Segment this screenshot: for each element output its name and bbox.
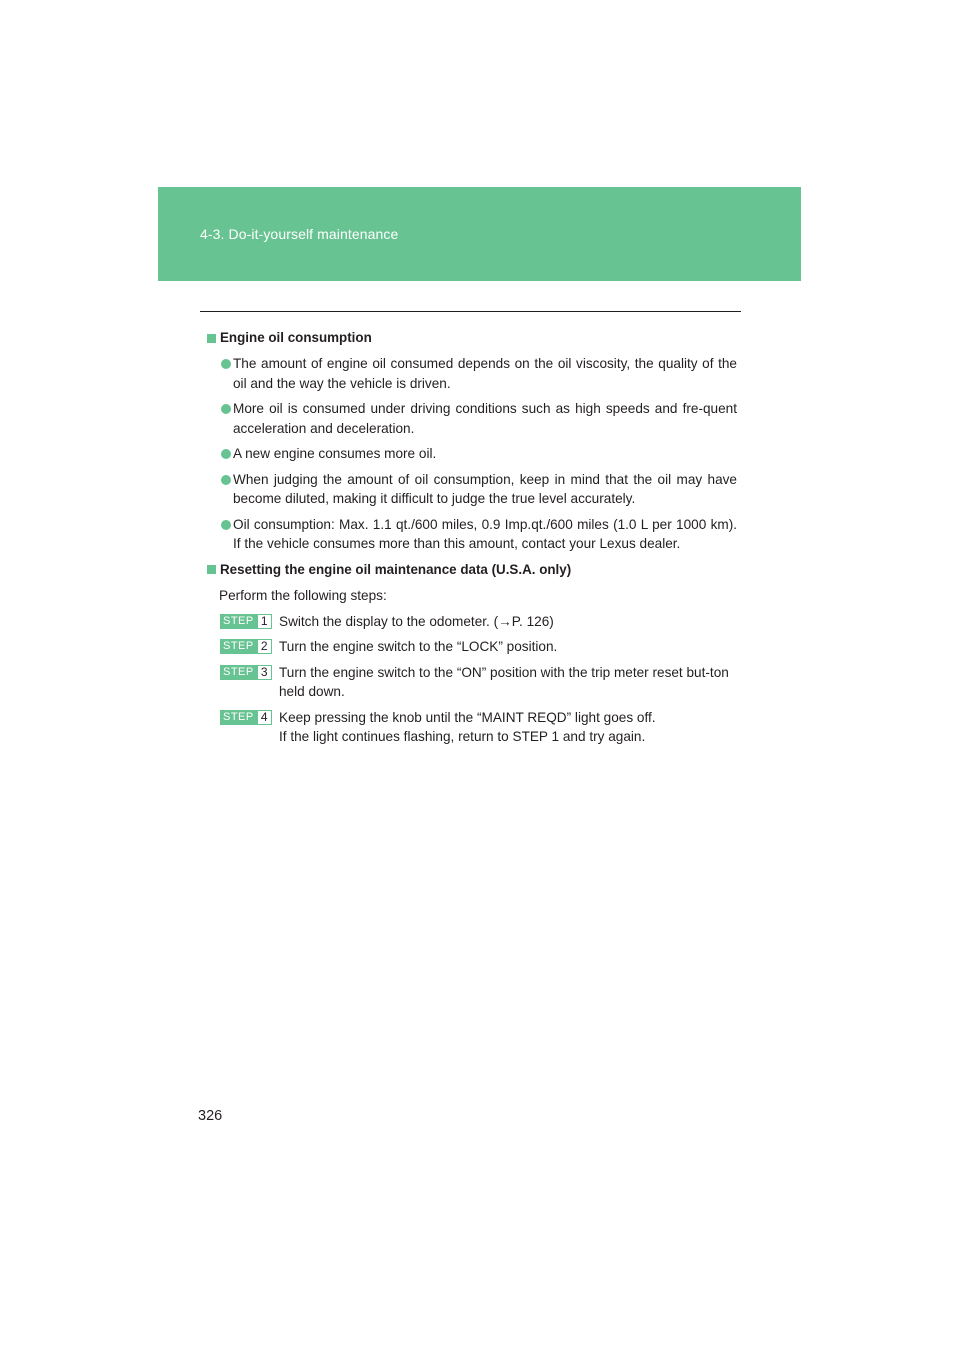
reset-heading: Resetting the engine oil maintenance data (U.S.A. only)	[207, 560, 737, 580]
reset-intro: Perform the following steps:	[219, 587, 387, 603]
circle-bullet-icon	[221, 404, 231, 414]
section-header-band	[158, 187, 801, 281]
list-item: When judging the amount of oil consumption, keep in mind that the oil may have become diluted, making it difficult to judge the true level accurately.	[207, 470, 737, 509]
divider-rule	[200, 311, 741, 312]
step-badge: STEP 2	[220, 639, 272, 654]
list-item: A new engine consumes more oil.	[207, 444, 737, 464]
square-bullet-icon	[207, 334, 216, 343]
page-number: 326	[198, 1108, 223, 1124]
list-item: Oil consumption: Max. 1.1 qt./600 miles, 0.9 Imp.qt./600 miles (1.0 L per 1000 km). If the vehicle consumes more than this amount, contact your Lexus dealer.	[207, 515, 737, 554]
step-badge: STEP 1	[220, 614, 272, 629]
step-1: STEP 1 Switch the display to the odometer. (→P. 126)	[207, 612, 737, 632]
list-item: More oil is consumed under driving conditions such as high speeds and fre-quent acceleration and deceleration.	[207, 399, 737, 438]
list-item: The amount of engine oil consumed depends on the oil viscosity, the quality of the oil and the way the vehicle is driven.	[207, 354, 737, 393]
circle-bullet-icon	[221, 475, 231, 485]
oil-consumption-heading: Engine oil consumption	[207, 328, 737, 348]
step-badge: STEP 3	[220, 665, 272, 680]
square-bullet-icon	[207, 565, 216, 574]
step-3: STEP 3 Turn the engine switch to the “ON” position with the trip meter reset but-ton held down.	[207, 663, 737, 702]
main-content	[207, 328, 737, 753]
step-2: STEP 2 Turn the engine switch to the “LOCK” position.	[207, 637, 737, 657]
step-badge: STEP 4	[220, 710, 272, 725]
section-title: 4-3. Do-it-yourself maintenance	[200, 226, 399, 242]
retry-note: If the light continues flashing, return to STEP 1 and try again.	[279, 729, 646, 744]
circle-bullet-icon	[221, 520, 231, 530]
circle-bullet-icon	[221, 359, 231, 369]
step-4: STEP 4 Keep pressing the knob until the “MAINT REQD” light goes off. If the light continues flashing, return to STEP 1 and try again.	[207, 708, 737, 747]
circle-bullet-icon	[221, 449, 231, 459]
